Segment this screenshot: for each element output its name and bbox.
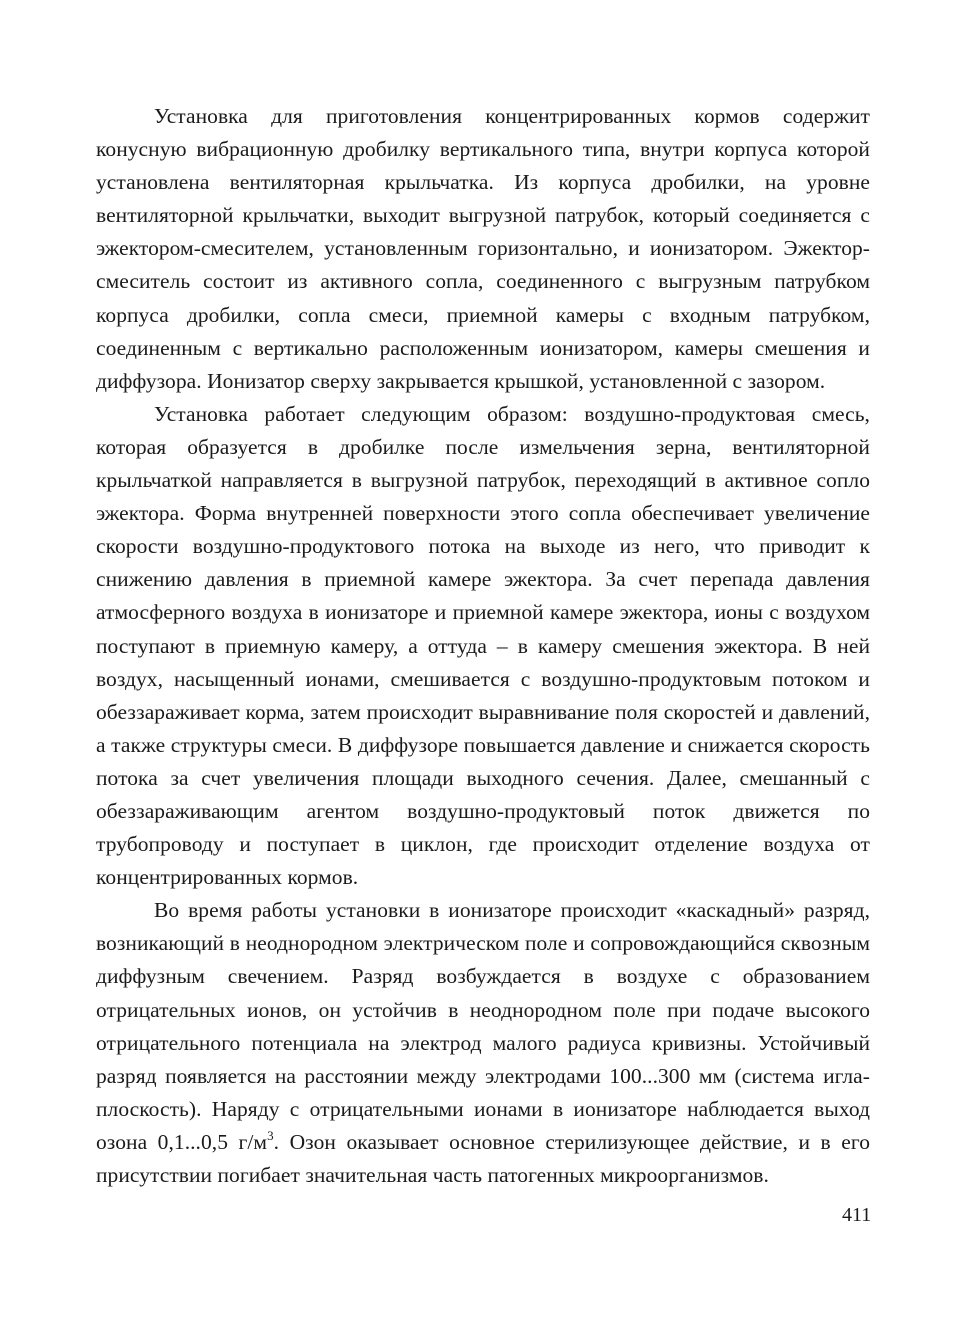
paragraph-installation-description: Установка для приготовления концентрированных кормов содержит конусную вибрационную дробилку вертикального типа, внутри корпуса которой установлена вентиляторная крыльчатка. Из корпуса дробилки, на уровне вентиляторной крыльчатки, выходит выгрузной патрубок, который соединяется с эжектором-смесителем, установленным горизонтально, и ионизатором. Эжектор-смеситель состоит из активного сопла, соединенного с выгрузным патрубком корпуса дробилки, сопла смеси, приемной камеры с входным патрубком, соединенным с вертикально расположенным ионизатором, камеры смешения и диффузора. Ионизатор сверху закрывается крышкой, установленной с зазором. — [96, 104, 870, 393]
paragraph-ionizer-discharge — [96, 894, 870, 1192]
paragraph-ionizer-text-start: Во время работы установки в ионизаторе происходит «каскадный» разряд, возникающий в неоднородном электрическом поле и сопровождающийся сквозным диффузным свечением. Разряд возбуждается в воздухе с образованием отрицательных ионов, он устойчив в неоднородном поле при подаче высокого отрицательного потенциала на электрод малого радиуса кривизны. Устойчивый разряд появляется на расстоянии между электродами 100...300 мм (система игла-плоскость). Наряду с отрицательными ионами в ионизаторе наблюдается выход озона 0,1...0,5 г/м — [96, 898, 870, 1154]
document-page — [96, 100, 870, 1300]
page-number: 411 — [842, 1204, 872, 1226]
paragraph-ionizer-text-end: . Озон оказывает основное стерилизующее действие, и в его присутствии погибает значительная часть патогенных микроорганизмов. — [96, 1129, 871, 1187]
cubic-superscript: 3 — [267, 1127, 274, 1143]
paragraph-operation-principle: Установка работает следующим образом: воздушно-продуктовая смесь, которая образуется в дробилке после измельчения зерна, вентиляторной крыльчаткой направляется в выгрузной патрубок, переходящий в активное сопло эжектора. Форма внутренней поверхности этого сопла обеспечивает увеличение скорости воздушно-продуктового потока на выходе из него, что приводит к снижению давления в приемной камере эжектора. За счет перепада давления атмосферного воздуха в ионизаторе и приемной камере эжектора, ионы с воздухом поступают в приемную камеру, а оттуда – в камеру смешения эжектора. В ней воздух, насыщенный ионами, смешивается с воздушно-продуктовым потоком и обеззараживает корма, затем происходит выравнивание поля скоростей и давлений, а также структуры смеси. В диффузоре повышается давление и снижается скорость потока за счет увеличения площади выходного сечения. Далее, смешанный с обеззараживающим агентом воздушно-продуктовый поток движется по трубопроводу и поступает в циклон, где происходит отделение воздуха от концентрированных кормов. — [96, 401, 870, 890]
